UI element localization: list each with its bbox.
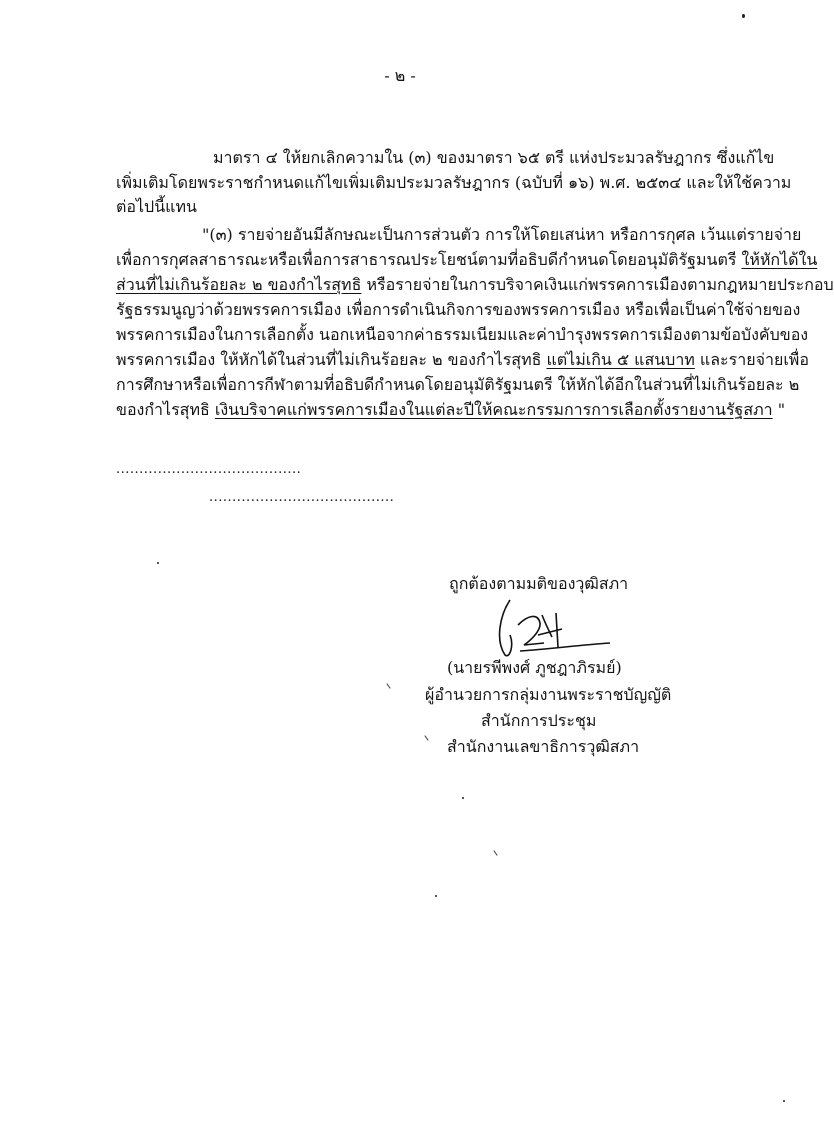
certification-text: ถูกต้องตามมติของวุฒิสภา: [449, 574, 629, 593]
underlined-text: เงินบริจาคแก่พรรคการเมืองในแต่ละปีให้คณะกรรมการการเลือกตั้งรายงานรัฐสภา: [214, 400, 773, 419]
text-run: และรายจ่ายเพื่อ: [694, 350, 809, 369]
scan-mark: [386, 683, 390, 688]
body-line: รัฐธรรมนูญว่าด้วยพรรคการเมือง เพื่อการดำเนินกิจการของพรรคการเมือง หรือเพื่อเป็นค่าใช้จ่ายของ: [116, 300, 801, 319]
signatory-position: ผู้อำนวยการกลุ่มงานพระราชบัญญัติ: [425, 685, 672, 704]
text-run: หรือรายจ่ายในการบริจาคเงินแก่พรรคการเมืองตามกฎหมายประกอบ: [361, 275, 834, 294]
underlined-text: ส่วนที่ไม่เกินร้อยละ ๒ ของกำไรสุทธิ: [116, 275, 362, 294]
dotted-line: ........................................: [209, 490, 395, 505]
dotted-line: ........................................: [116, 462, 302, 477]
text-run: พรรคการเมือง ให้หักได้ในส่วนที่ไม่เกินร้อยละ ๒ ของกำไรสุทธิ: [116, 350, 547, 369]
body-line: [116, 249, 817, 271]
scan-mark: [424, 735, 428, 740]
body-line: ต่อไปนี้แทน: [116, 197, 197, 216]
body-line: พรรคการเมืองในการเลือกตั้ง นอกเหนือจากค่าธรรมเนียมและค่าบำรุงพรรคการเมืองตามข้อบังคับของ: [116, 325, 809, 344]
handwritten-signature: [480, 585, 620, 665]
scan-mark: [493, 850, 497, 855]
scan-speck: [157, 562, 159, 564]
scan-speck: [462, 797, 464, 799]
text-run: เพื่อการกุศลสาธารณะหรือเพื่อการสาธารณประโยชน์ตามที่อธิบดีกำหนดโดยอนุมัติรัฐมนตรี: [116, 250, 742, 269]
office-name: สำนักงานเลขาธิการวุฒิสภา: [447, 737, 640, 756]
body-line: "(๓) รายจ่ายอันมีลักษณะเป็นการส่วนตัว การให้โดยเสน่หา หรือการกุศล เว้นแต่รายจ่าย: [202, 225, 802, 244]
underlined-text: ให้หักได้ใน: [741, 250, 818, 269]
body-line: [116, 399, 785, 421]
scan-speck: [435, 895, 437, 897]
underlined-text: แต่ไม่เกิน ๕ แสนบาท: [546, 350, 695, 369]
body-line: การศึกษาหรือเพื่อการกีฬาตามที่อธิบดีกำหนดโดยอนุมัติรัฐมนตรี ให้หักได้อีกในส่วนที่ไม่เกินร้อยละ ๒: [116, 375, 800, 394]
department-name: สำนักการประชุม: [481, 711, 597, 730]
body-line: มาตรา ๔ ให้ยกเลิกความใน (๓) ของมาตรา ๖๕ ตรี แห่งประมวลรัษฎากร ซึ่งแก้ไข: [213, 148, 775, 167]
text-run: ": [772, 400, 786, 419]
body-line: เพิ่มเติมโดยพระราชกำหนดแก้ไขเพิ่มเติมประมวลรัษฎากร (ฉบับที่ ๑๖) พ.ศ. ๒๕๓๔ และให้ใช้ความ: [116, 173, 792, 192]
body-line: [116, 274, 834, 296]
scan-speck: [742, 14, 745, 18]
scan-speck: [783, 1100, 785, 1102]
page-number: - ๒ -: [384, 66, 416, 85]
text-run: ของกำไรสุทธิ: [116, 400, 215, 419]
signatory-name: (นายรพีพงศ์ ภูชฎาภิรมย์): [447, 658, 622, 677]
body-line: [116, 349, 809, 371]
